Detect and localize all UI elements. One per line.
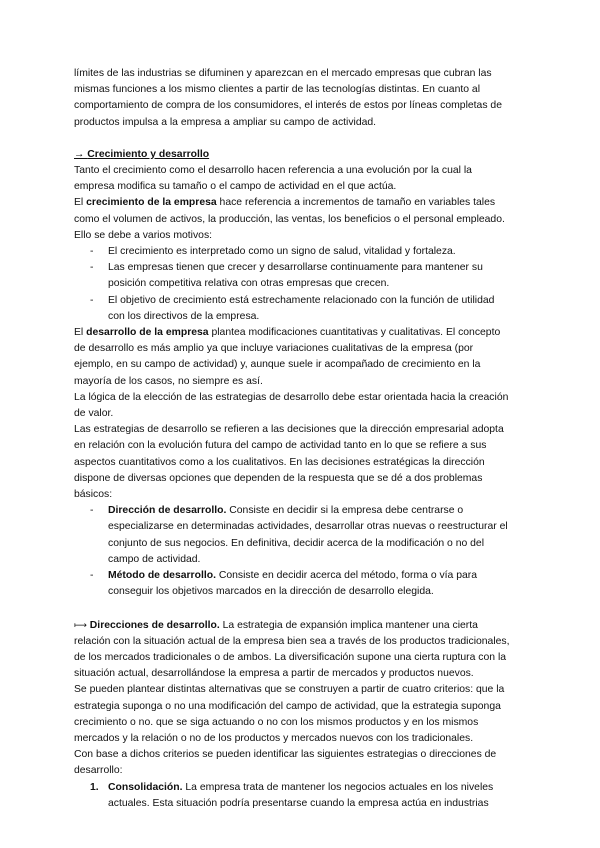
list-item-text: Las empresas tienen que crecer y desarrollarse continuamente para mantener su posición competitiva relativa con otras empresas que crecen. xyxy=(108,262,483,290)
list-item-text: El crecimiento es interpretado como un signo de salud, vitalidad y fortaleza. xyxy=(108,246,456,258)
list-item xyxy=(90,260,514,292)
bold-term: Direcciones de desarrollo. xyxy=(89,619,220,631)
text-rest: La estrategia de expansión implica mantener una cierta relación con la situación actual de la empresa bien sea a través de los productos tradicionales, de los mercados tradicionales o de ambos. La diversificación supone una cierta ruptura con la situación actual, desarrollándose la empresa a partir de mercados y productos nuevos. xyxy=(74,619,510,680)
text-prefix: El xyxy=(74,327,87,339)
list-item xyxy=(90,568,514,600)
list-item xyxy=(90,244,514,260)
list-item-text: Consiste en decidir acerca del método, forma o vía para conseguir los objetivos marcados en la dirección de desarrollo elegida. xyxy=(108,570,478,598)
paragraph-direcciones xyxy=(74,617,514,683)
paragraph-desarrollo xyxy=(74,325,514,390)
intro-paragraph: límites de las industrias se difuminen y aparezcan en el mercado empresas que cubran las mismas funciones a los mismo clientes a partir de las tecnologías distintas. En cuanto al comportamiento de compra de los consumidores, el interés de estos por líneas completas de productos impulsa a la empresa a ampliar su campo de actividad. xyxy=(74,68,502,128)
list-number: 1. xyxy=(90,781,99,793)
paragraph-crecimiento xyxy=(74,195,514,244)
text-rest: hace referencia a incrementos de tamaño en variables tales como el volumen de activos, la producción, las ventas, los beneficios o el personal empleado. Ello se debe a varios motivos: xyxy=(74,197,505,241)
bold-term: crecimiento de la empresa xyxy=(86,197,217,209)
paragraph-criterios: Con base a dichos criterios se pueden identificar las siguientes estrategias o direcciones de desarrollo: xyxy=(74,749,497,777)
arrow-icon: → xyxy=(74,148,85,160)
paragraph-alternativas: Se pueden plantear distintas alternativas que se construyen a partir de cuatro criterios: que la estrategia suponga o no una modificación del campo de actividad, que la estrategia suponga crecimiento o no. que se siga actuando o no con los mismos productos y en los mismos mercados y la relación o no de los productos y mercados nuevos con los tradicionales. xyxy=(74,684,505,744)
dash-bullet: - xyxy=(90,246,94,258)
section-title: Crecimiento y desarrollo xyxy=(87,148,210,160)
dash-bullet: - xyxy=(90,262,94,274)
paragraph-estrategias: Las estrategias de desarrollo se refieren a las decisiones que la dirección empresarial adopta en relación con la evolución futura del campo de actividad tanto en lo que se refiere a sus aspectos cuantitativos como a los cualitativos. En las decisiones estratégicas la dirección dispone de diversas opciones que dependen de la respuesta que se dé a dos problemas básicos: xyxy=(74,424,504,501)
list-item xyxy=(90,503,514,568)
list-item-text: La empresa trata de mantener los negocios actuales en los niveles actuales. Esta situación podría presentarse cuando la empresa actúa en industrias xyxy=(108,781,494,809)
paragraph-definition: Tanto el crecimiento como el desarrollo hacen referencia a una evolución por la cual la empresa modifica su tamaño o el campo de actividad en el que actúa. xyxy=(74,165,472,193)
bold-term: Método de desarrollo. xyxy=(108,570,216,582)
list-item xyxy=(90,780,514,812)
list-item xyxy=(90,293,514,325)
paragraph-logica: La lógica de la elección de las estrategias de desarrollo debe estar orientada hacia la creación de valor. xyxy=(74,391,509,420)
bold-term: Dirección de desarrollo. xyxy=(108,505,227,517)
text-prefix: El xyxy=(74,197,87,209)
list-item-text: Consiste en decidir si la empresa debe centrarse o especializarse en determinadas actividades, desarrollar otras nuevas o reestructurar el conjunto de sus negocios. En definitiva, decidir acerca de la modificación o no del campo de actividad. xyxy=(108,505,508,565)
dash-bullet: - xyxy=(90,294,94,306)
text-rest: plantea modificaciones cuantitativas y cualitativas. El concepto de desarrollo es más amplio ya que incluye variaciones cualitativas de la empresa (por ejemplo, en su campo de actividad) y, aunque suele ir acompañado de crecimiento en la mayoría de los casos, no siempre es así. xyxy=(74,327,501,387)
dash-bullet: - xyxy=(90,570,94,582)
list-item-text: El objetivo de crecimiento está estrechamente relacionado con la función de utilidad con los directivos de la empresa. xyxy=(108,294,495,322)
reasons-list xyxy=(74,244,514,325)
bold-term: Consolidación. xyxy=(108,781,183,793)
arrow-icon: ⟼ xyxy=(74,619,87,630)
dash-bullet: - xyxy=(90,505,94,517)
section-heading-crecimiento xyxy=(74,147,514,163)
strategies-list xyxy=(74,780,514,812)
problems-list xyxy=(74,503,514,600)
bold-term: desarrollo de la empresa xyxy=(86,327,209,339)
